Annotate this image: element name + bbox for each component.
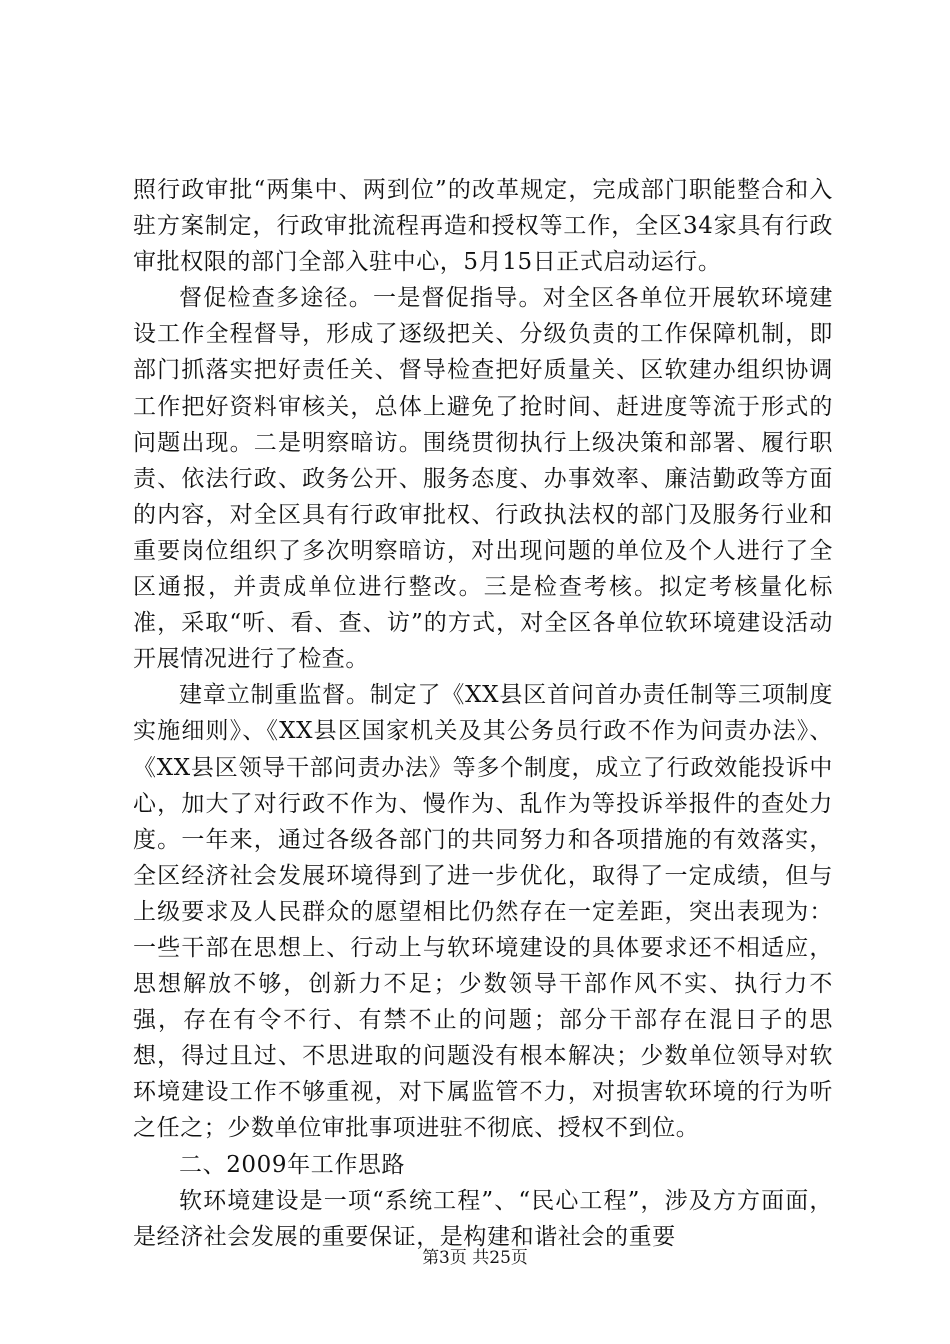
paragraph-1: 照行政审批“两集中、两到位”的改革规定，完成部门职能整合和入驻方案制定，行政审批流程再造和授权等工作，全区34家具有行政审批权限的部门全部入驻中心，5月15日正式启动运行。 xyxy=(133,177,833,276)
paragraph-3: 建章立制重监督。制定了《XX县区首问首办责任制等三项制度实施细则》、《XX县区国家机关及其公务员行政不作为问责办法》、《XX县区领导干部问责办法》等多个制度，成立了行政效能投诉中心，加大了对行政不作为、慢作为、乱作为等投诉举报件的查处力度。一年来，通过各级各部门的共同努力和各项措施的有效落实，全区经济社会发展环境得到了进一步优化，取得了一定成绩，但与上级要求及人民群众的愿望相比仍然存在一定差距，突出表现为：一些干部在思想上、行动上与软环境建设的具体要求还不相适应，思想解放不够，创新力不足；少数领导干部作风不实、执行力不强，存在有令不行、有禁不止的问题；部分干部存在混日子的思想，得过且过、不思进取的问题没有根本解决；少数单位领导对软环境建设工作不够重视，对下属监管不力，对损害软环境的行为听之任之；少数单位审批事项进驻不彻底、授权不到位。 xyxy=(133,682,833,1142)
document-body xyxy=(133,172,833,1255)
paragraph-4: 软环境建设是一项“系统工程”、“民心工程”，涉及方方面面，是经济社会发展的重要保证，是构建和谐社会的重要 xyxy=(133,1187,833,1250)
page-footer: 第3页 共25页 xyxy=(422,1248,528,1268)
section-heading: 二、2009年工作思路 xyxy=(179,1151,406,1178)
paragraph-2: 督促检查多途径。一是督促指导。对全区各单位开展软环境建设工作全程督导，形成了逐级把关、分级负责的工作保障机制，即部门抓落实把好责任关、督导检查把好质量关、区软建办组织协调工作把好资料审核关，总体上避免了抢时间、赶进度等流于形式的问题出现。二是明察暗访。围绕贯彻执行上级决策和部署、履行职责、依法行政、政务公开、服务态度、办事效率、廉洁勤政等方面的内容，对全区具有行政审批权、行政执法权的部门及服务行业和重要岗位组织了多次明察暗访，对出现问题的单位及个人进行了全区通报，并责成单位进行整改。三是检查考核。拟定考核量化标准，采取“听、看、查、访”的方式，对全区各单位软环境建设活动开展情况进行了检查。 xyxy=(133,285,833,673)
